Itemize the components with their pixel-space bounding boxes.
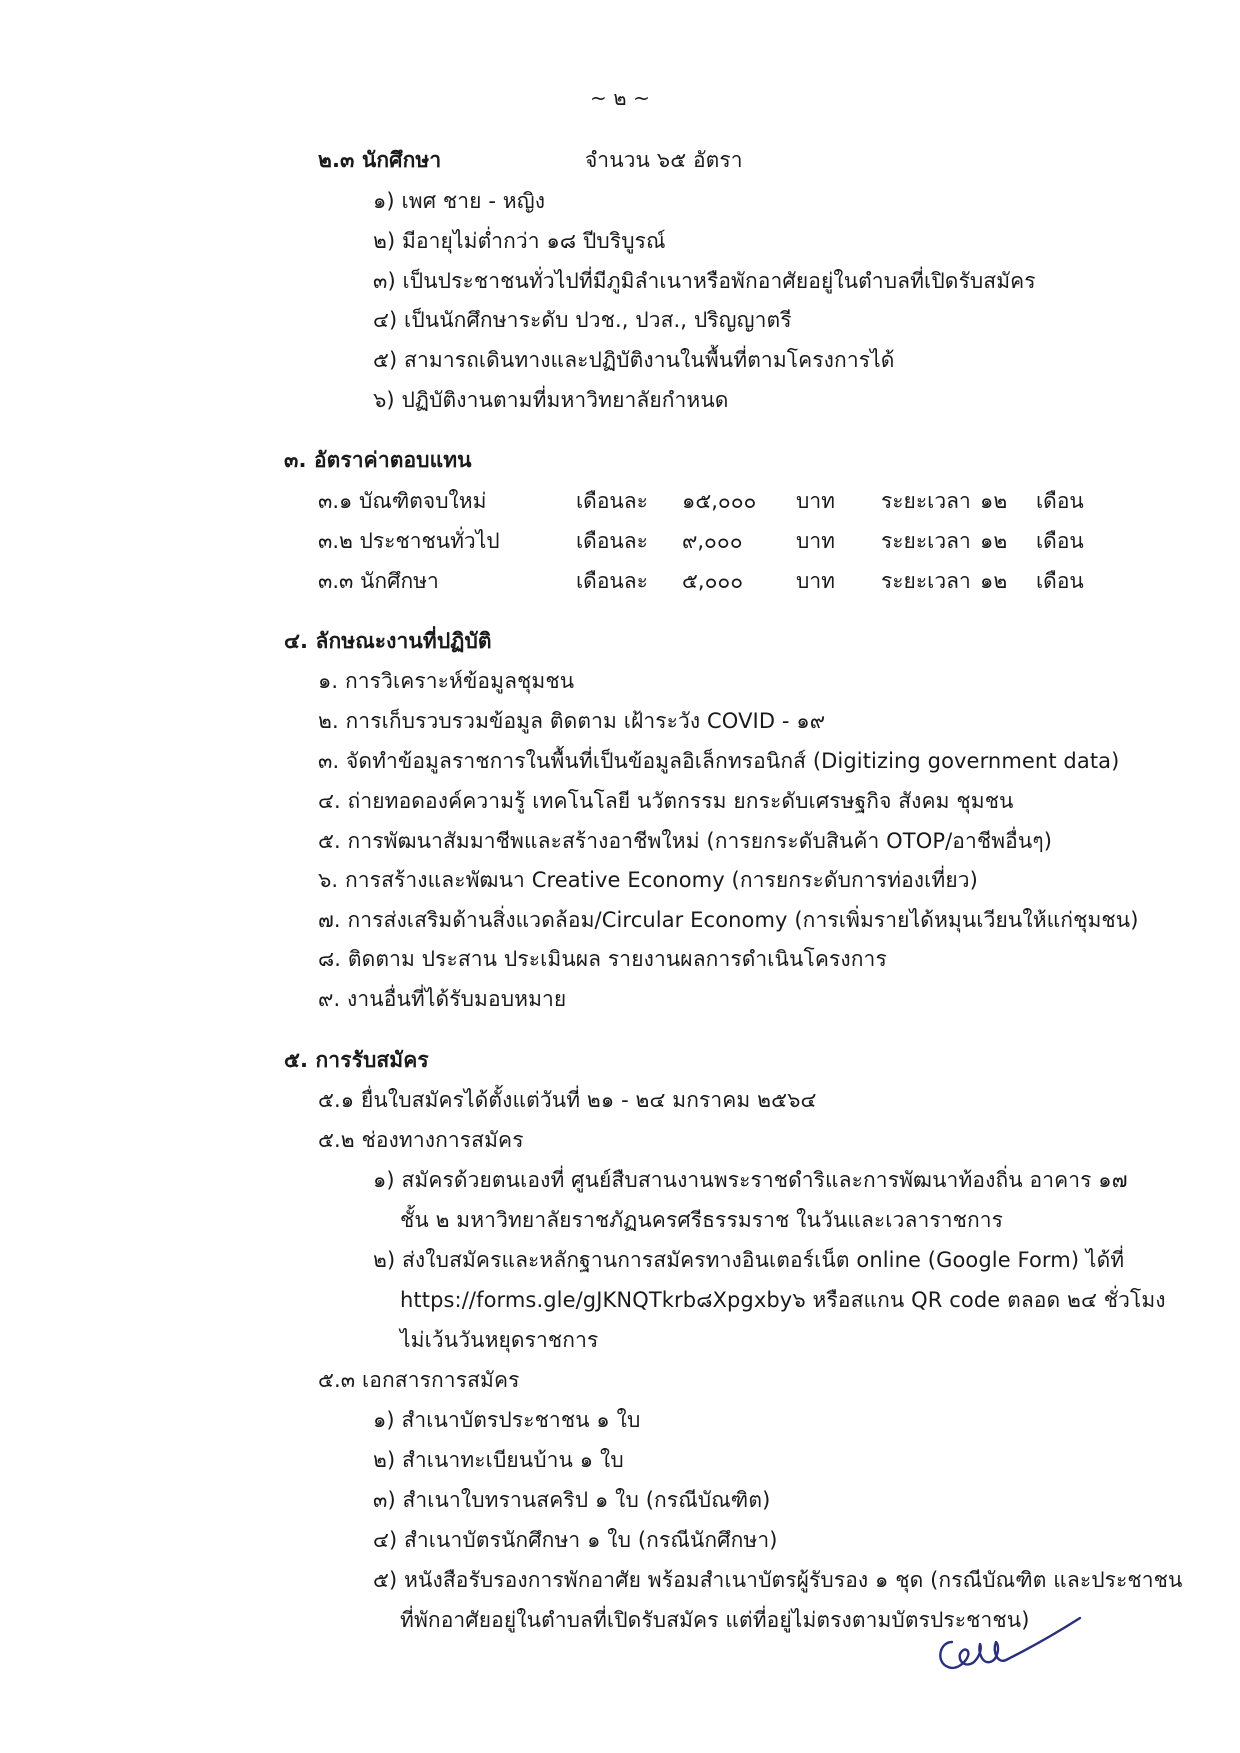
rate-amount: ๙,๐๐๐: [682, 529, 743, 553]
rate-unit: บาท: [796, 489, 835, 513]
list-item: ๔. ถ่ายทอดองค์ความรู้ เทคโนโลยี นวัตกรรม ยกระดับเศรษฐกิจ สังคม ชุมชน: [318, 789, 1014, 813]
rate-period: ระยะเวลา: [881, 489, 971, 513]
rate-period: ระยะเวลา: [881, 529, 971, 553]
rate-row: [318, 487, 1084, 515]
section-5-1: ๕.๑ ยื่นใบสมัครได้ตั้งแต่วันที่ ๒๑ - ๒๔ มกราคม ๒๕๖๔: [318, 1088, 817, 1112]
rate-amount: ๑๕,๐๐๐: [682, 489, 757, 513]
section-5-3-title: ๕.๓ เอกสารการสมัคร: [318, 1368, 520, 1392]
list-item: ๖) ปฏิบัติงานตามที่มหาวิทยาลัยกำหนด: [373, 388, 729, 412]
rate-row: [318, 527, 1084, 555]
rate-per: เดือนละ: [576, 489, 648, 513]
list-item: ๑) สำเนาบัตรประชาชน ๑ ใบ: [373, 1408, 641, 1432]
list-item: ๔) สำเนาบัตรนักศึกษา ๑ ใบ (กรณีนักศึกษา): [373, 1528, 778, 1552]
list-item: ๔) เป็นนักศึกษาระดับ ปวช., ปวส., ปริญญาตรี: [373, 308, 792, 332]
rate-per: เดือนละ: [576, 529, 648, 553]
rate-period: ระยะเวลา: [881, 569, 971, 593]
rate-label: ๓.๑ บัณฑิตจบใหม่: [318, 489, 487, 513]
list-item: ๒) ส่งใบสมัครและหลักฐานการสมัครทางอินเตอร์เน็ต online (Google Form) ได้ที่: [373, 1248, 1125, 1272]
rate-label: ๓.๓ นักศึกษา: [318, 569, 439, 593]
list-item: ๑. การวิเคราะห์ข้อมูลชุมชน: [318, 669, 575, 693]
rate-months: ๑๒: [980, 569, 1008, 593]
signature-mark: [930, 1612, 1090, 1692]
list-item: ๘. ติดตาม ประสาน ประเมินผล รายงานผลการดำเนินโครงการ: [318, 947, 887, 971]
section-4-title: ๔. ลักษณะงานที่ปฏิบัติ: [284, 629, 492, 653]
section-2-3-title: ๒.๓ นักศึกษา: [318, 148, 442, 172]
list-item: ๒) สำเนาทะเบียนบ้าน ๑ ใบ: [373, 1448, 624, 1472]
rate-amount: ๕,๐๐๐: [682, 569, 744, 593]
list-item: ๕) สามารถเดินทางและปฏิบัติงานในพื้นที่ตามโครงการได้: [373, 348, 895, 372]
list-item: ๙. งานอื่นที่ได้รับมอบหมาย: [318, 987, 567, 1011]
rate-row: [318, 567, 1084, 595]
rate-months: ๑๒: [980, 489, 1008, 513]
section-5-title: ๕. การรับสมัคร: [284, 1048, 429, 1072]
list-item: ๑) สมัครด้วยตนเองที่ ศูนย์สืบสานงานพระราชดำริและการพัฒนาท้องถิ่น อาคาร ๑๗: [373, 1168, 1128, 1192]
list-item: ๗. การส่งเสริมด้านสิ่งแวดล้อม/Circular Economy (การเพิ่มรายได้หมุนเวียนให้แก่ชุมชน): [318, 908, 1139, 932]
list-item: ๑) เพศ ชาย - หญิง: [373, 189, 546, 213]
section-3-title: ๓. อัตราค่าตอบแทน: [284, 448, 472, 472]
list-item: ๒. การเก็บรวบรวมข้อมูล ติดตาม เฝ้าระวัง COVID - ๑๙: [318, 709, 826, 733]
list-item-continuation: ที่พักอาศัยอยู่ในตำบลที่เปิดรับสมัคร แต่ที่อยู่ไม่ตรงตามบัตรประชาชน): [400, 1608, 1030, 1632]
list-item: ๓) เป็นประชาชนทั่วไปที่มีภูมิลำเนาหรือพักอาศัยอยู่ในตำบลที่เปิดรับสมัคร: [373, 269, 1036, 293]
list-item-continuation: https://forms.gle/gJKNQTkrb๘Xpgxby๖ หรือสแกน QR code ตลอด ๒๔ ชั่วโมง: [400, 1288, 1166, 1312]
rate-label: ๓.๒ ประชาชนทั่วไป: [318, 529, 500, 553]
page-number: ~ ๒ ~: [590, 86, 650, 110]
section-5-2-title: ๕.๒ ช่องทางการสมัคร: [318, 1128, 524, 1152]
list-item: ๖. การสร้างและพัฒนา Creative Economy (การยกระดับการท่องเที่ยว): [318, 868, 978, 892]
rate-month-unit: เดือน: [1036, 529, 1084, 553]
rate-unit: บาท: [796, 569, 835, 593]
list-item-continuation: ชั้น ๒ มหาวิทยาลัยราชภัฏนครศรีธรรมราช ในวันและเวลาราชการ: [400, 1208, 1004, 1232]
list-item: ๕. การพัฒนาสัมมาชีพและสร้างอาชีพใหม่ (การยกระดับสินค้า OTOP/อาชีพอื่นๆ): [318, 829, 1052, 853]
list-item: ๓. จัดทำข้อมูลราชการในพื้นที่เป็นข้อมูลอิเล็กทรอนิกส์ (Digitizing government data): [318, 749, 1120, 773]
list-item: ๒) มีอายุไม่ต่ำกว่า ๑๘ ปีบริบูรณ์: [373, 229, 666, 253]
list-item-continuation: ไม่เว้นวันหยุดราชการ: [400, 1328, 599, 1352]
list-item: ๓) สำเนาใบทรานสคริป ๑ ใบ (กรณีบัณฑิต): [373, 1488, 771, 1512]
rate-unit: บาท: [796, 529, 835, 553]
section-2-3-count: จำนวน ๖๕ อัตรา: [585, 148, 743, 172]
rate-per: เดือนละ: [576, 569, 648, 593]
rate-month-unit: เดือน: [1036, 489, 1084, 513]
rate-months: ๑๒: [980, 529, 1008, 553]
rate-month-unit: เดือน: [1036, 569, 1084, 593]
list-item: ๕) หนังสือรับรองการพักอาศัย พร้อมสำเนาบัตรผู้รับรอง ๑ ชุด (กรณีบัณฑิต และประชาชน: [373, 1568, 1183, 1592]
